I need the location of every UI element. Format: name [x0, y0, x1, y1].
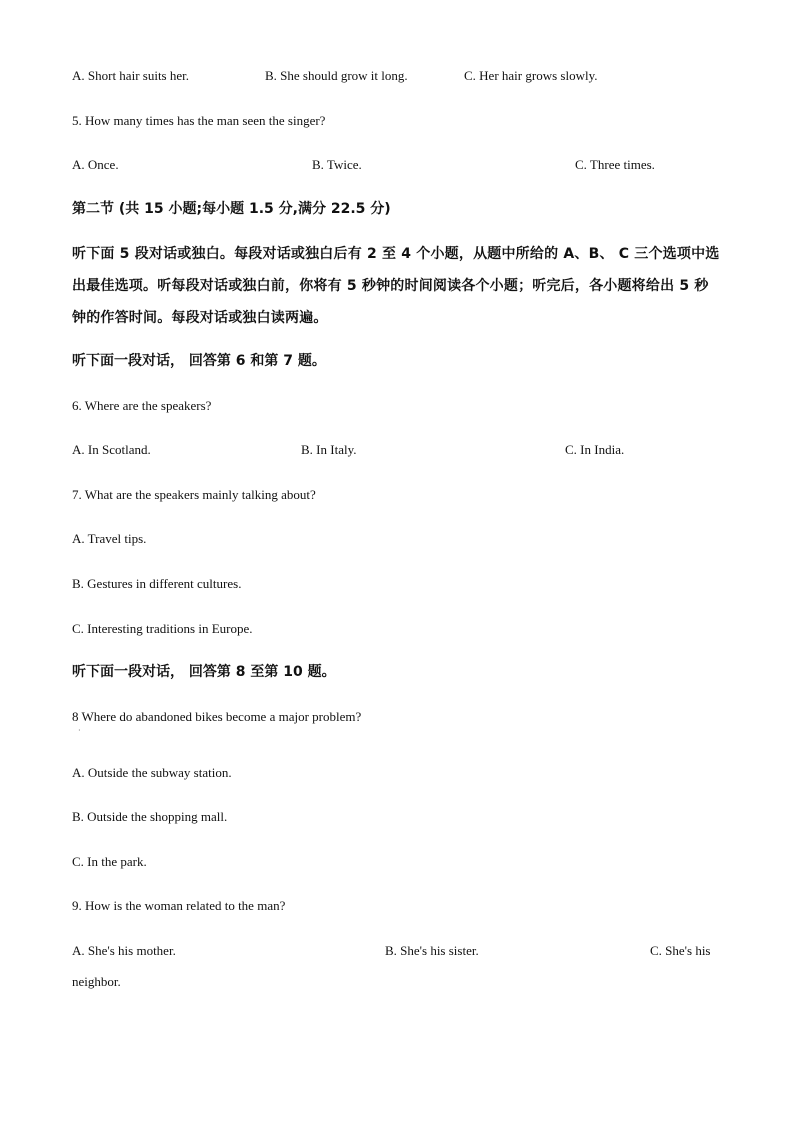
q6-option-c: C. In India.	[565, 442, 625, 457]
q9-option-c-continued: neighbor.	[72, 974, 121, 989]
q9-option-a: A. She's his mother.	[72, 943, 176, 958]
q7-option-a: A. Travel tips.	[72, 531, 147, 546]
q9-option-b: B. She's his sister.	[385, 943, 479, 958]
dialogue-6-7-intro: 听下面一段对话， 回答第 6 和第 7 题。	[72, 353, 326, 369]
q4-option-c: C. Her hair grows slowly.	[464, 68, 598, 83]
section2-instructions: 听下面 5 段对话或独白。每段对话或独白后有 2 至 4 个小题，从题中所给的 A、B、 C 三个选项中选出最佳选项。听每段对话或独白前，你将有 5 秒钟的时间阅读各个小题；听完后，各小题将给出 5 秒钟的作答时间。每段对话或独白读两遍。	[72, 246, 720, 326]
dialogue-8-10-intro: 听下面一段对话， 回答第 8 至第 10 题。	[72, 664, 336, 680]
q8-option-a: A. Outside the subway station.	[72, 765, 232, 780]
q7-stem: 7. What are the speakers mainly talking about?	[72, 487, 316, 502]
q4-option-a: A. Short hair suits her.	[72, 68, 189, 83]
q5-stem: 5. How many times has the man seen the singer?	[72, 113, 326, 128]
q7-option-c: C. Interesting traditions in Europe.	[72, 621, 253, 636]
q8-option-c: C. In the park.	[72, 854, 147, 869]
q9-stem: 9. How is the woman related to the man?	[72, 898, 286, 913]
q5-option-c: C. Three times.	[575, 157, 655, 172]
q6-stem: 6. Where are the speakers?	[72, 398, 212, 413]
q8-option-b: B. Outside the shopping mall.	[72, 809, 228, 824]
q8-stray-mark: ·	[78, 726, 81, 735]
q9-option-c: C. She's his	[650, 943, 711, 958]
q8-stem: 8 Where do abandoned bikes become a major problem?	[72, 709, 362, 724]
q6-option-b: B. In Italy.	[301, 442, 357, 457]
q4-option-b: B. She should grow it long.	[265, 68, 408, 83]
q5-option-a: A. Once.	[72, 157, 119, 172]
q5-option-b: B. Twice.	[312, 157, 362, 172]
q7-option-b: B. Gestures in different cultures.	[72, 576, 242, 591]
q6-option-a: A. In Scotland.	[72, 442, 151, 457]
section2-title: 第二节 (共 15 小题;每小题 1.5 分,满分 22.5 分)	[72, 201, 391, 217]
